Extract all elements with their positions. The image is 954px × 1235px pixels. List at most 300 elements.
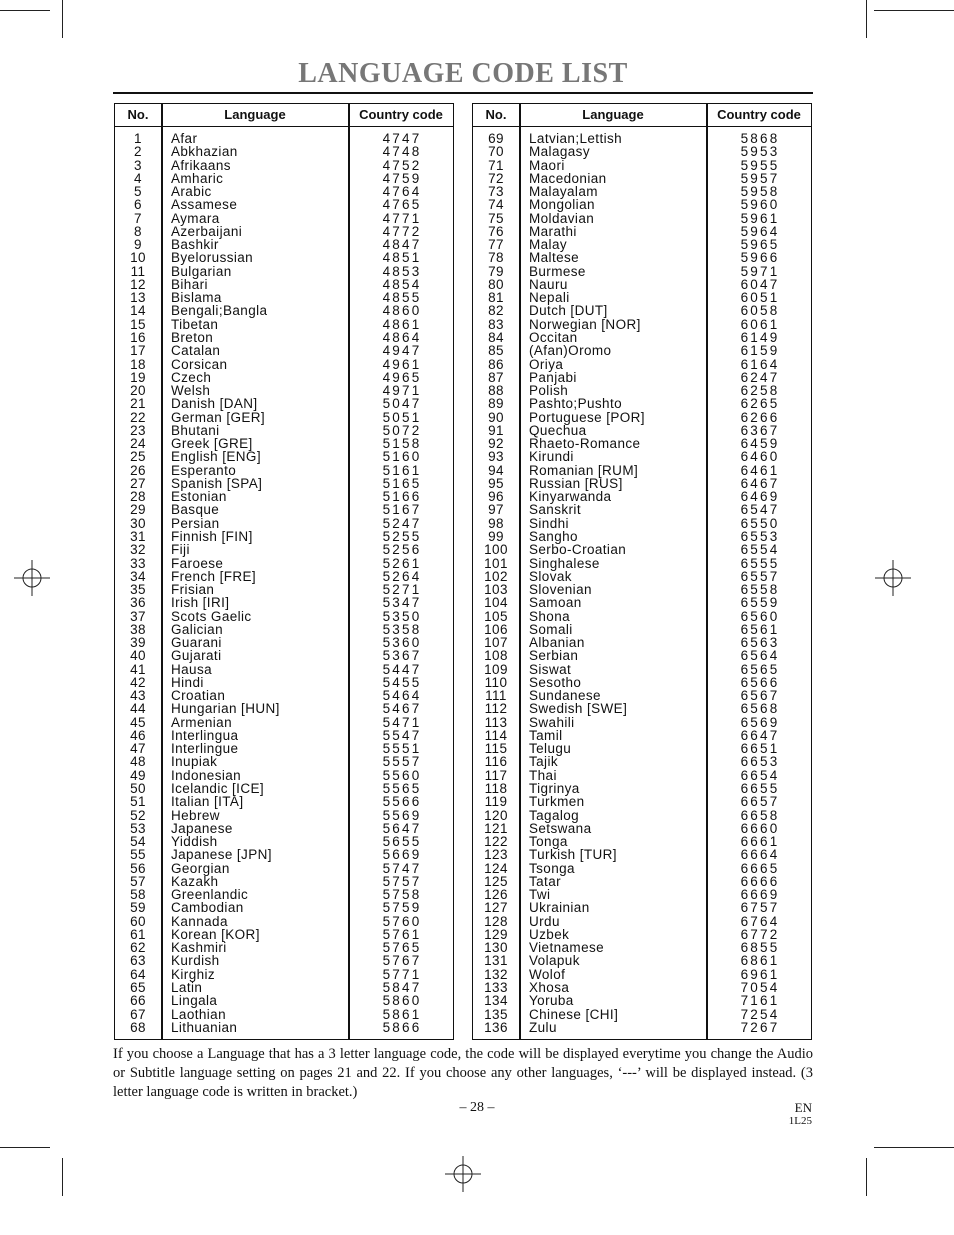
table-row (473, 450, 811, 463)
language-name: Tibetan (171, 316, 219, 332)
language-name: Turkish [TUR] (529, 847, 617, 863)
language-name: Byelorussian (171, 250, 254, 266)
row-number: 52 (130, 807, 146, 823)
table-row (473, 610, 811, 623)
row-number: 30 (130, 515, 146, 531)
table-row (473, 384, 811, 397)
table-row (115, 742, 453, 755)
country-code: 6563 (740, 635, 780, 651)
row-number: 129 (484, 926, 508, 942)
country-code: 6247 (740, 369, 780, 385)
row-number: 126 (484, 887, 508, 903)
table-row (115, 915, 453, 928)
language-name: Afrikaans (171, 157, 231, 173)
language-name: Interlingua (171, 727, 239, 743)
language-name: Albanian (529, 635, 585, 651)
row-number: 124 (484, 860, 508, 876)
table-row (115, 596, 453, 609)
language-name: Galician (171, 621, 223, 637)
country-code: 6555 (740, 555, 780, 571)
language-name: Malayalam (529, 184, 598, 200)
country-code: 5964 (740, 223, 780, 239)
language-name: Latin (171, 980, 203, 995)
table-row (115, 318, 453, 331)
table-row (115, 304, 453, 317)
table-row (115, 583, 453, 596)
country-code: 5765 (382, 940, 422, 956)
language-name: Sindhi (529, 515, 569, 531)
row-number: 127 (484, 900, 508, 916)
table-row (115, 397, 453, 410)
country-code: 5647 (382, 820, 422, 836)
country-code: 6051 (740, 290, 780, 306)
row-number: 24 (130, 436, 146, 452)
language-name: Faroese (171, 555, 224, 571)
row-number: 44 (130, 701, 146, 717)
table-row (473, 371, 811, 384)
language-name: French [FRE] (171, 568, 257, 584)
language-name: Malagasy (529, 144, 590, 160)
country-code: 5467 (382, 701, 422, 717)
language-name: Oriya (529, 356, 564, 372)
language-name: Icelandic [ICE] (171, 781, 265, 797)
row-number: 115 (484, 741, 508, 757)
language-name: Swahili (529, 714, 575, 730)
language-name: Rhaeto-Romance (529, 436, 641, 452)
row-number: 23 (130, 422, 146, 438)
table-row (473, 411, 811, 424)
country-code: 6553 (740, 528, 780, 544)
row-number: 16 (130, 329, 146, 345)
country-code: 4961 (382, 356, 422, 372)
row-number: 4 (134, 170, 142, 186)
country-code: 4947 (382, 343, 422, 359)
row-number: 22 (130, 409, 146, 425)
country-code: 4864 (382, 329, 422, 345)
table-row (473, 623, 811, 636)
language-name: Korean [KOR] (171, 926, 260, 942)
country-code: 5757 (382, 873, 422, 889)
row-number: 87 (488, 369, 504, 385)
language-name: Corsican (171, 356, 228, 372)
language-name: Aymara (171, 210, 220, 226)
language-name: Lithuanian (171, 1019, 238, 1035)
table-row (115, 132, 453, 145)
country-code: 5560 (382, 767, 422, 783)
row-number: 114 (484, 727, 508, 743)
country-code: 5447 (382, 661, 422, 677)
language-name: Twi (529, 887, 551, 903)
row-number: 59 (130, 900, 146, 916)
language-name: Pashto;Pushto (529, 396, 623, 412)
country-code: 5547 (382, 727, 422, 743)
table-row (473, 835, 811, 848)
table-row (473, 132, 811, 145)
language-name: Uzbek (529, 926, 570, 942)
language-name: Frisian (171, 582, 215, 598)
language-name: Afar (171, 131, 198, 146)
country-code: 6557 (740, 568, 780, 584)
language-name: Amharic (171, 170, 224, 186)
table-row (115, 358, 453, 371)
language-name: Norwegian [NOR] (529, 316, 641, 332)
table-row (115, 663, 453, 676)
row-number: 76 (488, 223, 504, 239)
language-name: Maltese (529, 250, 580, 266)
row-number: 135 (484, 1006, 508, 1022)
language-name: Panjabi (529, 369, 577, 385)
table-row (473, 304, 811, 317)
row-number: 32 (130, 542, 146, 558)
row-number: 119 (484, 794, 508, 810)
language-name: Croatian (171, 688, 226, 704)
country-code: 4971 (382, 383, 422, 399)
table-row (473, 809, 811, 822)
language-name: Georgian (171, 860, 230, 876)
crop-mark (0, 1147, 50, 1148)
row-number: 6 (134, 197, 142, 213)
country-code: 5247 (382, 515, 422, 531)
country-code: 5271 (382, 582, 422, 598)
row-number: 69 (488, 131, 504, 146)
table-row (473, 278, 811, 291)
row-number: 7 (134, 210, 142, 226)
language-name: Kinyarwanda (529, 489, 612, 505)
table-row (115, 1021, 453, 1034)
row-number: 133 (484, 980, 508, 995)
table-row (473, 928, 811, 941)
language-name: Indonesian (171, 767, 242, 783)
language-name: Danish [DAN] (171, 396, 258, 412)
table-row (115, 610, 453, 623)
language-name: Azerbaijani (171, 223, 243, 239)
table-row (115, 145, 453, 158)
language-name: Tsonga (529, 860, 575, 876)
page-title: LANGUAGE CODE LIST (298, 58, 628, 89)
language-name: Romanian [RUM] (529, 462, 639, 478)
table-row (115, 437, 453, 450)
table-row (473, 424, 811, 437)
language-name: Bhutani (171, 422, 220, 438)
table-row (473, 570, 811, 583)
country-code: 5167 (382, 502, 422, 518)
country-code: 6855 (740, 940, 780, 956)
row-number: 60 (130, 913, 146, 929)
row-number: 107 (484, 635, 508, 651)
language-name: English [ENG] (171, 449, 261, 465)
table-row (115, 464, 453, 477)
row-number: 89 (488, 396, 504, 412)
language-name: Bashkir (171, 237, 219, 253)
language-name: Yoruba (529, 993, 574, 1009)
language-name: Japanese (171, 820, 233, 836)
country-code: 6961 (740, 966, 780, 982)
language-name: Serbo-Croatian (529, 542, 627, 558)
row-number: 51 (130, 794, 146, 810)
table-row (473, 782, 811, 795)
row-number: 34 (130, 568, 146, 584)
language-name: Spanish [SPA] (171, 475, 263, 491)
table-row (473, 954, 811, 967)
language-name: Czech (171, 369, 212, 385)
country-code: 6547 (740, 502, 780, 518)
table-row (473, 822, 811, 835)
table-row (473, 185, 811, 198)
crop-mark (0, 10, 50, 11)
country-code: 6647 (740, 727, 780, 743)
table-row (473, 344, 811, 357)
country-code: 4772 (382, 223, 422, 239)
language-name: Urdu (529, 913, 560, 929)
country-code: 6149 (740, 329, 780, 345)
table-row (115, 371, 453, 384)
row-number: 28 (130, 489, 146, 505)
country-code: 7054 (740, 980, 780, 995)
country-code: 6265 (740, 396, 780, 412)
country-code: 4847 (382, 237, 422, 253)
country-code: 5566 (382, 794, 422, 810)
country-code: 5471 (382, 714, 422, 730)
row-number: 48 (130, 754, 146, 770)
table-row (473, 477, 811, 490)
row-number: 73 (488, 184, 504, 200)
language-name: Persian (171, 515, 220, 531)
row-number: 27 (130, 475, 146, 491)
header-country-code: Country code (717, 107, 801, 122)
language-name: Chinese [CHI] (529, 1006, 619, 1022)
table-row (473, 795, 811, 808)
language-name: Mongolian (529, 197, 595, 213)
country-code: 6559 (740, 595, 780, 611)
country-code: 6459 (740, 436, 780, 452)
language-name: Cambodian (171, 900, 244, 916)
table-row (115, 676, 453, 689)
country-code: 6164 (740, 356, 780, 372)
country-code: 6653 (740, 754, 780, 770)
row-number: 64 (130, 966, 146, 982)
table-row (115, 238, 453, 251)
row-number: 41 (130, 661, 146, 677)
language-name: Irish [IRI] (171, 595, 230, 611)
table-row (473, 915, 811, 928)
table-row (115, 994, 453, 1007)
language-name: Setswana (529, 820, 592, 836)
table-row (473, 530, 811, 543)
row-number: 49 (130, 767, 146, 783)
country-code: 6764 (740, 913, 780, 929)
row-number: 67 (130, 1006, 146, 1022)
row-number: 93 (488, 449, 504, 465)
table-row (473, 397, 811, 410)
table-row (115, 981, 453, 994)
country-code: 5455 (382, 674, 422, 690)
language-name: Inupiak (171, 754, 218, 770)
language-name: Interlingue (171, 741, 239, 757)
table-row (115, 702, 453, 715)
country-code: 4861 (382, 316, 422, 332)
language-name: Armenian (171, 714, 232, 730)
row-number: 68 (130, 1019, 146, 1035)
row-number: 72 (488, 170, 504, 186)
crop-mark (62, 0, 63, 38)
row-number: 21 (130, 396, 146, 412)
language-name: Slovak (529, 568, 572, 584)
language-name: Tonga (529, 834, 568, 850)
row-number: 123 (484, 847, 508, 863)
table-row (473, 225, 811, 238)
language-name: Malay (529, 237, 568, 253)
row-number: 95 (488, 475, 504, 491)
table-row (115, 716, 453, 729)
table-row (115, 490, 453, 503)
language-name: Estonian (171, 489, 227, 505)
table-row (473, 689, 811, 702)
language-name: Tatar (529, 873, 562, 889)
table-row (115, 809, 453, 822)
country-code: 5767 (382, 953, 422, 969)
table-row (115, 755, 453, 768)
language-name: Basque (171, 502, 220, 518)
country-code: 6550 (740, 515, 780, 531)
language-table-left (114, 103, 454, 1040)
row-number: 113 (484, 714, 508, 730)
row-number: 1 (134, 131, 142, 146)
row-number: 70 (488, 144, 504, 160)
row-number: 100 (484, 542, 508, 558)
language-name: Swedish [SWE] (529, 701, 628, 717)
language-name: Bulgarian (171, 263, 232, 279)
table-row (473, 981, 811, 994)
table-row (473, 875, 811, 888)
table-row (473, 464, 811, 477)
row-number: 122 (484, 834, 508, 850)
row-number: 5 (134, 184, 142, 200)
row-number: 98 (488, 515, 504, 531)
country-code: 6554 (740, 542, 780, 558)
row-number: 42 (130, 674, 146, 690)
row-number: 90 (488, 409, 504, 425)
table-row (473, 716, 811, 729)
crop-mark (62, 1158, 63, 1196)
row-number: 35 (130, 582, 146, 598)
language-name: Assamese (171, 197, 238, 213)
language-name: Russian [RUS] (529, 475, 623, 491)
language-table-right (472, 103, 812, 1040)
table-body (473, 132, 811, 1034)
language-name: Greek [GRE] (171, 436, 253, 452)
row-number: 120 (484, 807, 508, 823)
table-row (473, 238, 811, 251)
language-name: Thai (529, 767, 557, 783)
country-code: 6861 (740, 953, 780, 969)
country-code: 4965 (382, 369, 422, 385)
row-number: 134 (484, 993, 508, 1009)
row-number: 31 (130, 528, 146, 544)
row-number: 43 (130, 688, 146, 704)
language-name: Bengali;Bangla (171, 303, 268, 319)
table-row (473, 543, 811, 556)
language-name: Burmese (529, 263, 586, 279)
table-row (473, 968, 811, 981)
row-number: 36 (130, 595, 146, 611)
country-code: 5966 (740, 250, 780, 266)
row-number: 110 (484, 674, 508, 690)
country-code: 6061 (740, 316, 780, 332)
language-name: Kashmiri (171, 940, 227, 956)
country-code: 6658 (740, 807, 780, 823)
row-number: 96 (488, 489, 504, 505)
registration-mark-icon (875, 560, 911, 596)
row-number: 103 (484, 582, 508, 598)
table-row (115, 848, 453, 861)
table-header (115, 104, 453, 127)
table-row (473, 755, 811, 768)
country-code: 5051 (382, 409, 422, 425)
row-number: 82 (488, 303, 504, 319)
language-name: Polish (529, 383, 569, 399)
table-row (115, 649, 453, 662)
row-number: 39 (130, 635, 146, 651)
row-number: 53 (130, 820, 146, 836)
table-row (473, 198, 811, 211)
row-number: 79 (488, 263, 504, 279)
table-row (473, 557, 811, 570)
row-number: 63 (130, 953, 146, 969)
crop-mark (874, 10, 954, 11)
language-name: Somali (529, 621, 573, 637)
country-code: 6560 (740, 608, 780, 624)
title-rule (113, 92, 813, 94)
row-number: 65 (130, 980, 146, 995)
row-number: 57 (130, 873, 146, 889)
table-row (115, 278, 453, 291)
country-code: 4853 (382, 263, 422, 279)
model-code: 1L25 (788, 1115, 812, 1127)
country-code: 6567 (740, 688, 780, 704)
country-code: 4764 (382, 184, 422, 200)
row-number: 128 (484, 913, 508, 929)
row-number: 130 (484, 940, 508, 956)
country-code: 6666 (740, 873, 780, 889)
language-name: Marathi (529, 223, 577, 239)
country-code: 6654 (740, 767, 780, 783)
country-code: 6772 (740, 926, 780, 942)
country-code: 5861 (382, 1006, 422, 1022)
table-row (115, 769, 453, 782)
country-code: 5165 (382, 475, 422, 491)
table-row (115, 954, 453, 967)
crop-mark (866, 0, 867, 38)
row-number: 85 (488, 343, 504, 359)
country-code: 5256 (382, 542, 422, 558)
page-number: – 28 – (459, 1100, 495, 1115)
language-name: Maori (529, 157, 565, 173)
table-row (473, 265, 811, 278)
row-number: 125 (484, 873, 508, 889)
language-name: Fiji (171, 542, 190, 558)
country-code: 5261 (382, 555, 422, 571)
language-name: Yiddish (171, 834, 218, 850)
row-number: 75 (488, 210, 504, 226)
row-number: 131 (484, 953, 508, 969)
language-name: Tigrinya (529, 781, 580, 797)
country-code: 6568 (740, 701, 780, 717)
country-code: 6159 (740, 343, 780, 359)
row-number: 47 (130, 741, 146, 757)
country-code: 7254 (740, 1006, 780, 1022)
country-code: 5669 (382, 847, 422, 863)
country-code: 5557 (382, 754, 422, 770)
